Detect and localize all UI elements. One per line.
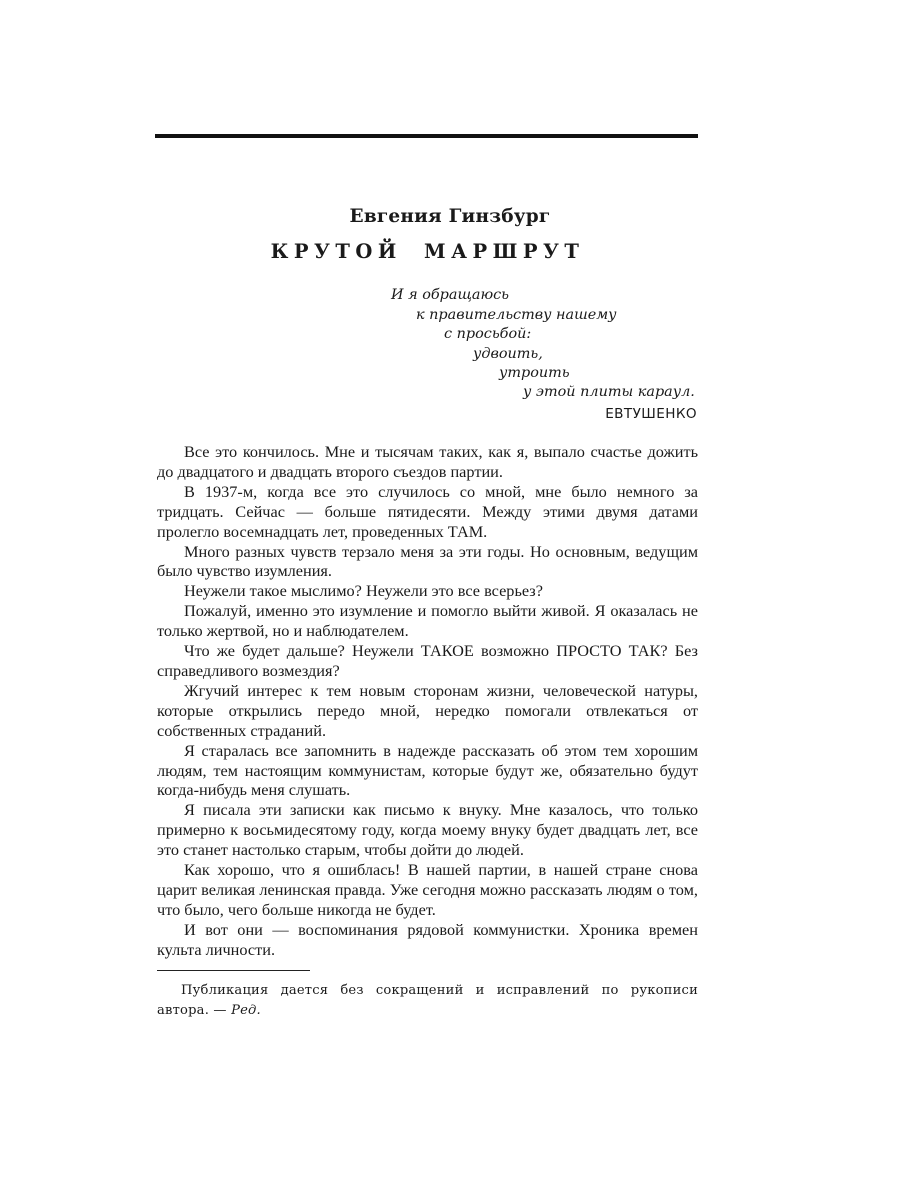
epigraph-line: И я обращаюсь xyxy=(391,287,510,303)
paragraph: Много разных чувств терзало меня за эти годы. Но основным, ведущим было чувство изумления. xyxy=(157,541,698,581)
footnote-paragraph xyxy=(157,981,698,1020)
epigraph-line: утроить xyxy=(499,365,570,381)
paragraph: И вот они — воспоминания рядовой коммунистки. Хроника времен культа личности. xyxy=(157,919,698,959)
paragraph: Все это кончилось. Мне и тысячам таких, как я, выпало счастье дожить до двадцатого и двадцать второго съездов партии. xyxy=(157,442,698,481)
paragraph: Пожалуй, именно это изумление и помогло выйти живой. Я оказалась не только жертвой, но и наблюдателем. xyxy=(157,601,698,641)
footnote-text: Публикация дается без сокращений и исправлений по рукописи автора. — xyxy=(157,983,698,1018)
epigraph-line: удвоить, xyxy=(473,346,543,362)
main-text xyxy=(157,442,698,960)
editor-mark: Ред. xyxy=(231,1002,261,1018)
footnote xyxy=(157,981,698,1020)
epigraph-line: с просьбой: xyxy=(444,326,532,342)
paragraph: Я писала эти записки как письмо к внуку. Мне казалось, что только примерно к восьмидесятому году, когда моему внуку будет двадцать лет, все это станет настолько старым, чтобы дойти до людей. xyxy=(157,800,698,860)
paragraph: В 1937-м, когда все это случилось со мной, мне было немного за тридцать. Сейчас — больше пятидесяти. Между этими двумя датами пролегло восемнадцать лет, проведенных ТАМ. xyxy=(157,481,698,541)
paragraph: Что же будет дальше? Неужели ТАКОЕ возможно ПРОСТО ТАК? Без справедливого возмездия? xyxy=(157,641,698,680)
top-rule xyxy=(155,134,698,138)
paragraph: Я старалась все запомнить в надежде рассказать об этом тем хорошим людям, тем настоящим коммунистам, которые будут же, обязательно будут когда-нибудь меня слушать. xyxy=(157,740,698,800)
epigraph-line: к правительству нашему xyxy=(416,307,617,323)
paragraph: Как хорошо, что я ошиблась! В нашей партии, в нашей стране снова царит великая ленинская правда. Уже сегодня можно рассказать людям о том, что было, чего больше никогда не будет. xyxy=(157,860,698,919)
epigraph-signature: ЕВТУШЕНКО xyxy=(605,406,697,422)
author-name: Евгения Гинзбург xyxy=(349,206,551,227)
epigraph-line: у этой плиты караул. xyxy=(523,384,695,400)
paragraph: Жгучий интерес к тем новым сторонам жизни, человеческой натуры, которые открылись передо мной, нередко помогали отвлекаться от собственных страданий. xyxy=(157,680,698,740)
book-title: КРУТОЙ МАРШРУТ xyxy=(270,240,585,263)
footnote-rule xyxy=(157,970,310,971)
paragraph: Неужели такое мыслимо? Неужели это все всерьез? xyxy=(184,581,543,601)
